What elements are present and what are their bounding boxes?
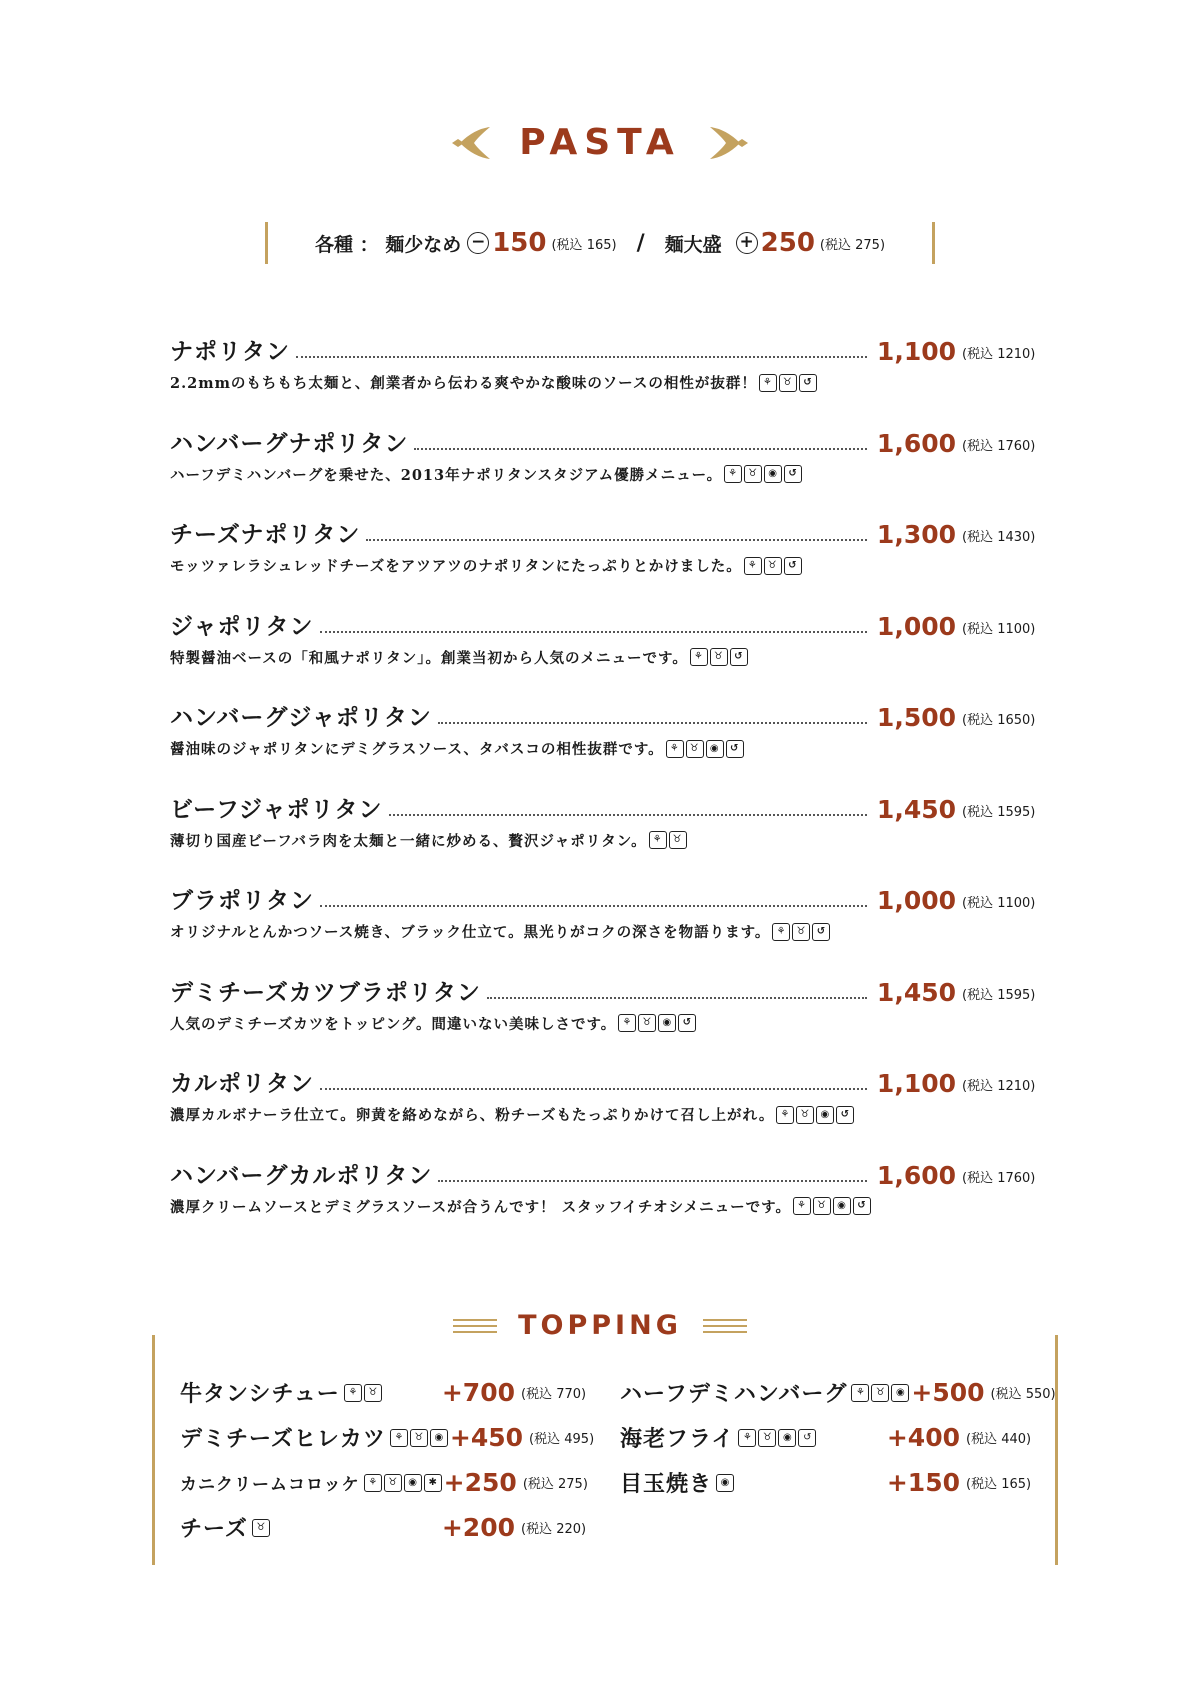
milk-icon: ♉ (384, 1474, 402, 1492)
wheat-icon: ⚘ (759, 374, 777, 392)
topping-price: +450 (449, 1423, 524, 1452)
allergen-icons (793, 1197, 873, 1215)
menu-item (170, 1062, 1050, 1154)
shrimp-icon: ↺ (784, 465, 802, 483)
topping-section (152, 1335, 1058, 1565)
wheat-icon: ⚘ (690, 648, 708, 666)
egg-icon: ◉ (764, 465, 782, 483)
menu-item (170, 788, 1050, 880)
topping-item (180, 1415, 595, 1460)
milk-icon: ♉ (710, 648, 728, 666)
topping-tax: (税込 770) (521, 1387, 587, 1402)
allergen-icons (618, 1014, 698, 1032)
milk-icon: ♉ (779, 374, 797, 392)
menu-item-tax: (税込 1210) (962, 347, 1036, 362)
allergen-icons (690, 648, 750, 666)
dotted-leader (296, 355, 867, 358)
egg-icon: ◉ (716, 1474, 734, 1492)
wheat-icon: ⚘ (851, 1384, 869, 1402)
page-title: PASTA (519, 122, 681, 163)
menu-item-tax: (税込 1650) (962, 713, 1036, 728)
milk-icon: ♉ (410, 1429, 428, 1447)
menu-item-description-row (170, 738, 1050, 759)
wheat-icon: ⚘ (666, 740, 684, 758)
menu-item-description: 人気のデミチーズカツをトッピング。間違いない美味しさです。 (170, 1015, 617, 1033)
menu-item-tax: (税込 1100) (962, 621, 1036, 637)
menu-item-description: 薄切り国産ビーフバラ肉を太麺と一緒に炒める、贅沢ジャポリタン。 (170, 832, 647, 850)
noodle-separator: / (636, 230, 645, 256)
crab-icon: ✱ (424, 1474, 442, 1492)
dotted-leader (414, 447, 867, 450)
allergen-icons (364, 1474, 444, 1492)
milk-icon: ♉ (871, 1384, 889, 1402)
menu-item-tax: (税込 1760) (962, 438, 1036, 454)
menu-item-header (170, 696, 1050, 732)
menu-item-header (170, 971, 1050, 1007)
menu-item-name: カルポリタン (170, 1070, 314, 1097)
menu-item-name: ハンバーグジャポリタン (170, 704, 432, 731)
menu-item-description: 2.2mmのもちもち太麺と、創業者から伝わる爽やかな酸味のソースの相性が抜群！ (170, 375, 757, 392)
egg-icon: ◉ (430, 1429, 448, 1447)
egg-icon: ◉ (706, 740, 724, 758)
egg-icon: ◉ (816, 1106, 834, 1124)
topping-tax: (税込 220) (521, 1522, 587, 1537)
allergen-icons (252, 1519, 272, 1537)
shrimp-icon: ↺ (784, 557, 802, 575)
allergen-icons (649, 831, 689, 849)
topping-name: 牛タンシチュー (180, 1381, 340, 1407)
menu-item-name: ビーフジャポリタン (170, 795, 383, 823)
topping-column-right (620, 1370, 1056, 1505)
menu-item-description-row (170, 1104, 1050, 1125)
menu-item-description-row (170, 464, 1050, 485)
menu-item-description-row (170, 921, 1050, 942)
wheat-icon: ⚘ (390, 1429, 408, 1447)
menu-item-header (170, 788, 1050, 824)
menu-item-name: ハンバーグカルポリタン (170, 1161, 433, 1189)
menu-item-price: 1,300 (876, 520, 956, 549)
noodle-more-label: 麺大盛 (664, 233, 722, 256)
menu-item-name: チーズナポリタン (170, 521, 361, 548)
topping-name: チーズ (180, 1516, 248, 1542)
menu-item-name: ハンバーグナポリタン (170, 429, 409, 457)
egg-icon: ◉ (658, 1014, 676, 1032)
menu-item (170, 971, 1050, 1063)
noodle-amount-note (265, 222, 935, 264)
dotted-leader (366, 538, 867, 541)
milk-icon: ♉ (792, 923, 810, 941)
topping-price: +700 (441, 1378, 515, 1407)
allergen-icons (390, 1429, 450, 1447)
milk-icon: ♉ (252, 1519, 270, 1537)
menu-item-header (170, 330, 1050, 366)
topping-name: カニクリームコロッケ (180, 1475, 360, 1495)
menu-item-tax: (税込 1760) (962, 1170, 1036, 1186)
wheat-icon: ⚘ (344, 1384, 362, 1402)
wheat-icon: ⚘ (649, 831, 667, 849)
allergen-icons (344, 1384, 384, 1402)
menu-item-price: 1,100 (876, 1069, 956, 1098)
menu-item-price: 1,450 (876, 794, 956, 824)
menu-item-description: モッツァレラシュレッドチーズをアツアツのナポリタンにたっぷりとかけました。 (170, 558, 742, 575)
egg-icon: ◉ (891, 1384, 909, 1402)
allergen-icons (724, 465, 804, 483)
topping-price: +200 (441, 1513, 515, 1542)
menu-item-name: デミチーズカツブラポリタン (170, 978, 481, 1006)
wheat-icon: ⚘ (738, 1429, 756, 1447)
menu-item-price: 1,600 (876, 428, 956, 458)
milk-icon: ♉ (744, 465, 762, 483)
allergen-icons (666, 740, 746, 758)
menu-item (170, 513, 1050, 605)
minus-circle-icon: − (467, 232, 489, 254)
topping-item (620, 1460, 1040, 1505)
allergen-icons (772, 923, 832, 941)
milk-icon: ♉ (758, 1429, 776, 1447)
menu-item-description-row (170, 647, 1050, 668)
menu-item-tax: (税込 1430) (962, 530, 1036, 545)
menu-item-header (170, 1154, 1050, 1190)
menu-item-description-row (170, 1013, 1050, 1034)
menu-item-name: ジャポリタン (170, 612, 314, 640)
topping-tax: (税込 550) (990, 1387, 1056, 1402)
topping-item (180, 1370, 595, 1415)
menu-item-price: 1,000 (876, 611, 956, 641)
plus-circle-icon: + (736, 232, 758, 254)
menu-item-description-row (170, 1196, 1050, 1217)
wheat-icon: ⚘ (724, 465, 742, 483)
shrimp-icon: ↺ (836, 1106, 854, 1124)
shrimp-icon: ↺ (798, 1429, 816, 1447)
topping-item (620, 1370, 1056, 1415)
milk-icon: ♉ (764, 557, 782, 575)
menu-item-description: 醤油味のジャポリタンにデミグラスソース、タバスコの相性抜群です。 (170, 741, 664, 758)
dotted-leader (487, 996, 867, 999)
topping-item (180, 1460, 595, 1505)
topping-name: 目玉焼き (620, 1471, 713, 1497)
dotted-leader (320, 904, 867, 907)
milk-icon: ♉ (686, 740, 704, 758)
dotted-leader (320, 630, 867, 633)
dotted-leader (320, 1087, 867, 1090)
allergen-icons (744, 557, 804, 575)
wheat-icon: ⚘ (744, 557, 762, 575)
menu-item-header (170, 513, 1050, 549)
menu-item-description: 特製醤油ベースの「和風ナポリタン」。創業当初から人気のメニューです。 (170, 649, 688, 667)
menu-item-header (170, 879, 1050, 915)
milk-icon: ♉ (364, 1384, 382, 1402)
noodle-less-price: 150 (492, 228, 547, 258)
allergen-icons (759, 374, 819, 392)
menu-item-price: 1,450 (876, 977, 956, 1007)
menu-item-description: オリジナルとんかつソース焼き、ブラック仕立て。黒光りがコクの深さを物語ります。 (170, 924, 771, 941)
menu-item-description: 濃厚カルボナーラ仕立て。卵黄を絡めながら、粉チーズもたっぷりかけて召し上がれ。 (170, 1107, 775, 1124)
menu-item-description-row (170, 830, 1050, 851)
ornament-left-icon (450, 123, 496, 163)
dotted-leader (438, 1179, 867, 1182)
menu-item (170, 696, 1050, 788)
menu-item-price: 1,100 (876, 337, 956, 366)
topping-item (620, 1415, 1040, 1460)
shrimp-icon: ↺ (726, 740, 744, 758)
menu-item-tax: (税込 1595) (962, 987, 1036, 1003)
topping-column-left (180, 1370, 595, 1550)
menu-item-name: ナポリタン (170, 338, 290, 365)
milk-icon: ♉ (813, 1197, 831, 1215)
topping-price: +400 (886, 1423, 960, 1452)
wheat-icon: ⚘ (772, 923, 790, 941)
milk-icon: ♉ (638, 1014, 656, 1032)
allergen-icons (851, 1384, 911, 1402)
topping-item (180, 1505, 595, 1550)
menu-item-tax: (税込 1210) (962, 1079, 1036, 1094)
menu-item-description-row (170, 555, 1050, 576)
shrimp-icon: ↺ (812, 923, 830, 941)
noodle-less-tax: (税込 165) (551, 237, 617, 253)
menu-item-header (170, 605, 1050, 641)
menu-item (170, 605, 1050, 697)
wheat-icon: ⚘ (618, 1014, 636, 1032)
topping-tax: (税込 165) (966, 1477, 1032, 1492)
topping-price: +150 (886, 1468, 960, 1497)
menu-item-tax: (税込 1100) (962, 896, 1036, 911)
topping-tax: (税込 440) (966, 1432, 1032, 1447)
topping-tax: (税込 275) (522, 1477, 588, 1492)
topping-lines-left (453, 1319, 497, 1333)
shrimp-icon: ↺ (853, 1197, 871, 1215)
wheat-icon: ⚘ (364, 1474, 382, 1492)
menu-item (170, 422, 1050, 514)
allergen-icons (716, 1474, 736, 1492)
topping-name: 海老フライ (620, 1426, 735, 1452)
noodle-less-label: 各種 ： 麺少なめ (314, 233, 462, 256)
ornament-right-icon (704, 123, 750, 163)
topping-price: +500 (911, 1378, 985, 1407)
shrimp-icon: ↺ (730, 648, 748, 666)
menu-item (170, 330, 1050, 422)
shrimp-icon: ↺ (799, 374, 817, 392)
topping-price: +250 (443, 1468, 517, 1497)
pasta-menu-list (170, 330, 1050, 1245)
dotted-leader (389, 813, 867, 816)
menu-item-name: ブラポリタン (170, 887, 314, 914)
milk-icon: ♉ (796, 1106, 814, 1124)
menu-item-description-row (170, 372, 1050, 393)
topping-name: デミチーズヒレカツ (180, 1426, 386, 1452)
menu-item (170, 1154, 1050, 1246)
wheat-icon: ⚘ (793, 1197, 811, 1215)
menu-item-description: ハーフデミハンバーグを乗せた、2013年ナポリタンスタジアム優勝メニュー。 (170, 466, 723, 484)
egg-icon: ◉ (404, 1474, 422, 1492)
noodle-more-tax: (税込 275) (819, 237, 886, 253)
allergen-icons (776, 1106, 856, 1124)
page-header (0, 122, 1200, 163)
allergen-icons (738, 1429, 818, 1447)
dotted-leader (438, 721, 867, 724)
topping-lines-right (703, 1319, 747, 1333)
egg-icon: ◉ (778, 1429, 796, 1447)
menu-item (170, 879, 1050, 971)
topping-name: ハーフデミハンバーグ (620, 1381, 848, 1407)
topping-tax: (税込 495) (529, 1432, 595, 1447)
noodle-more-price: 250 (760, 228, 815, 258)
shrimp-icon: ↺ (678, 1014, 696, 1032)
menu-item-header (170, 1062, 1050, 1098)
topping-title: TOPPING (518, 1310, 682, 1341)
egg-icon: ◉ (833, 1197, 851, 1215)
menu-item-header (170, 422, 1050, 458)
wheat-icon: ⚘ (776, 1106, 794, 1124)
menu-item-tax: (税込 1595) (962, 804, 1036, 820)
milk-icon: ♉ (669, 831, 687, 849)
menu-item-price: 1,500 (876, 703, 956, 732)
menu-item-description: 濃厚クリームソースとデミグラスソースが合うんです！ スタッフイチオシメニューです。 (170, 1198, 791, 1216)
menu-item-price: 1,000 (876, 886, 956, 915)
menu-item-price: 1,600 (876, 1160, 956, 1190)
